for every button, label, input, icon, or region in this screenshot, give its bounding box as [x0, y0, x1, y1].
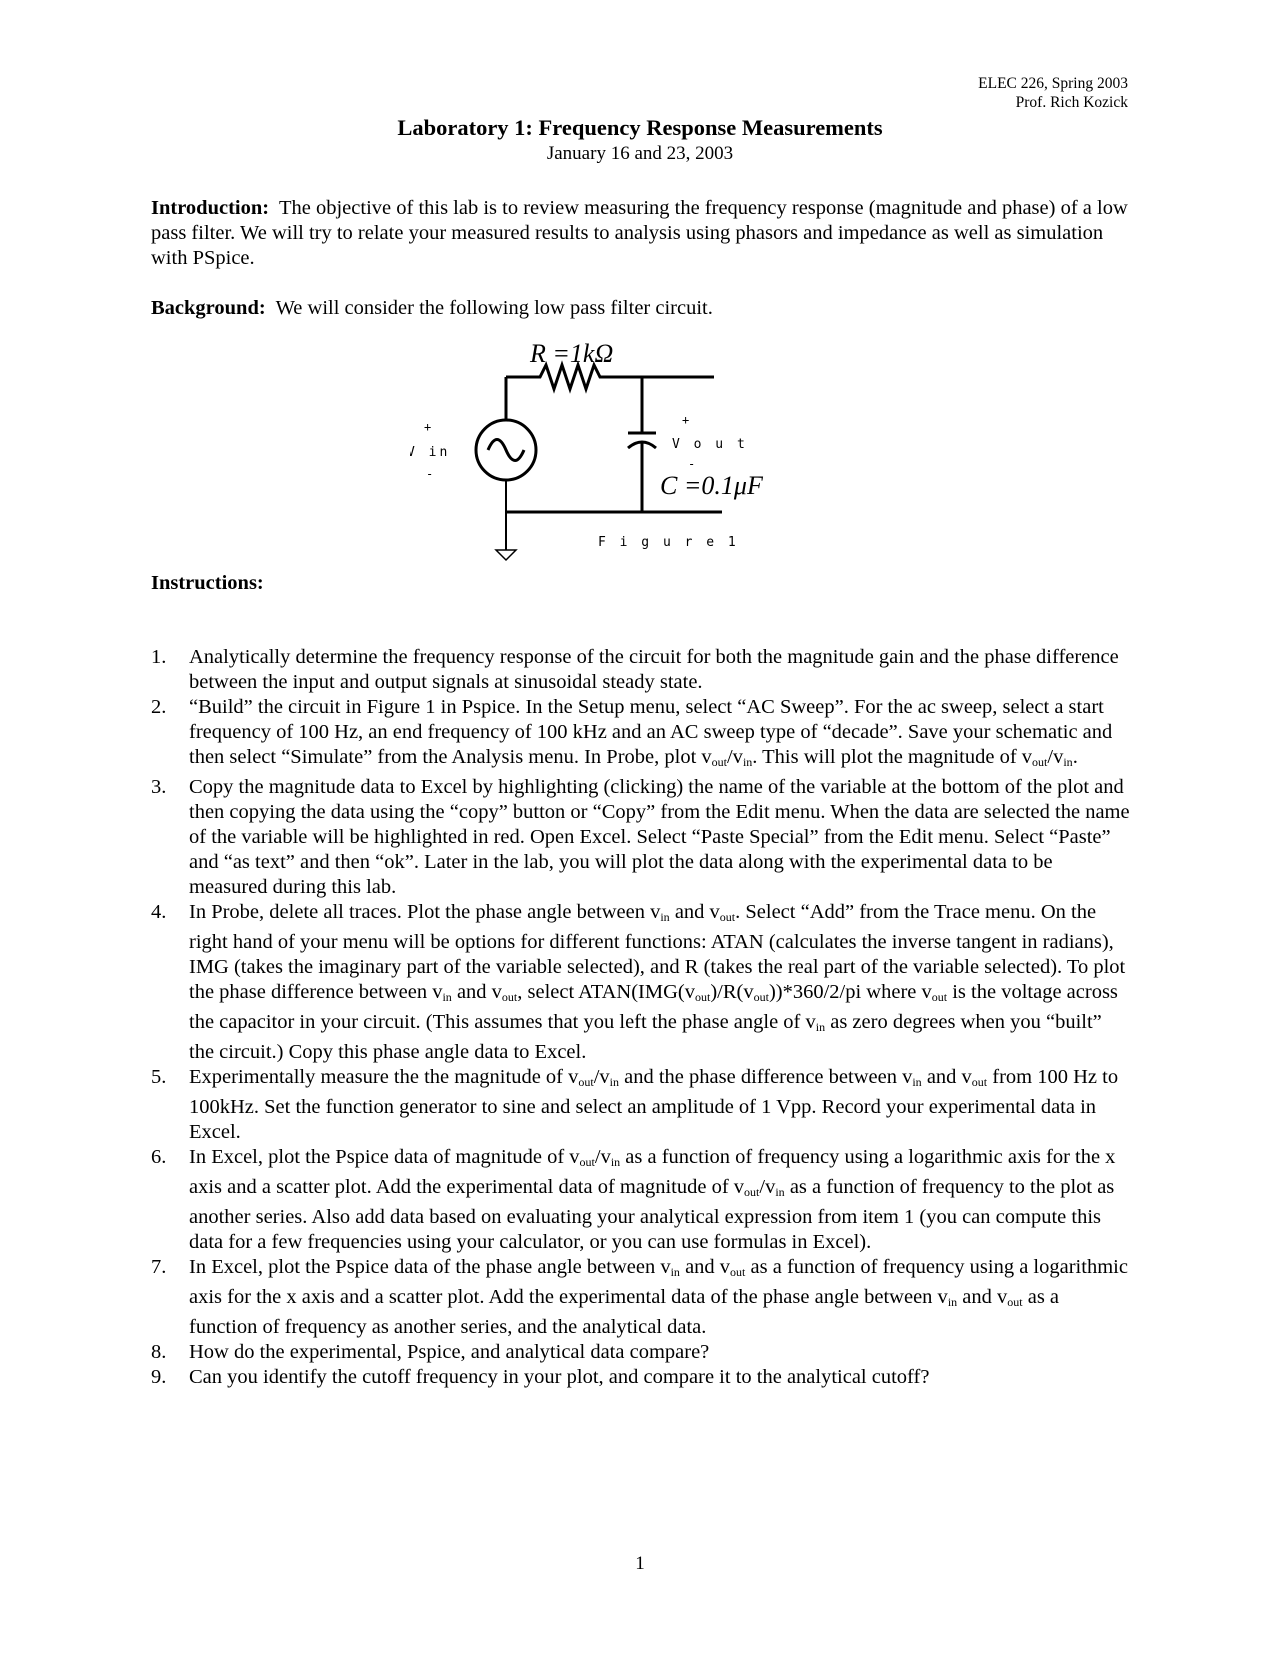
- list-item-text: “Build” the circuit in Figure 1 in Pspice. In the Setup menu, select “AC Sweep”. For the ac sweep, select a start frequency of 100 Hz, an end frequency of 100 kHz and an AC sweep type of “decade”. Save your schematic and then select “Simulate” from the Analysis menu. In Probe, plot v: [189, 696, 1113, 768]
- list-item-number: 2.: [151, 696, 167, 718]
- list-item-text: as zero degrees when you “built” the circuit.) Copy this phase angle data to Excel.: [189, 1011, 1102, 1063]
- subscript-text: out: [719, 910, 736, 924]
- subscript-text: out: [579, 1155, 595, 1169]
- vin-label: V in: [410, 445, 451, 460]
- list-item-text: and v: [669, 901, 720, 923]
- subscript-text: out: [753, 990, 769, 1004]
- list-item-text: In Probe, delete all traces. Plot the phase angle between v: [189, 901, 661, 923]
- list-item-text: /v: [1047, 746, 1064, 768]
- subscript-text: in: [947, 1295, 958, 1309]
- list-item-text: How do the experimental, Pspice, and analytical data compare?: [189, 1341, 710, 1363]
- course-name: ELEC 226, Spring 2003: [978, 75, 1128, 92]
- list-item-text: /v: [726, 746, 743, 768]
- list-item-text: Experimentally measure the the magnitude of v: [189, 1066, 579, 1088]
- subscript-text: out: [971, 1075, 988, 1089]
- lab-date: January 16 and 23, 2003: [546, 143, 734, 164]
- list-item-text: and v: [679, 1256, 731, 1278]
- instructions-list: [151, 645, 1131, 1390]
- list-item-text: as a function of frequency using a logarithmic axis for the x axis and a scatter plot. Add the experimental data of the phase angle between v: [189, 1256, 1128, 1308]
- list-item-text: , select ATAN(IMG(v: [517, 981, 695, 1003]
- instructor-name: Prof. Rich Kozick: [1015, 94, 1128, 111]
- subscript-text: in: [442, 990, 452, 1004]
- list-item-number: 8.: [151, 1341, 167, 1363]
- list-item-text: as a function of frequency as another series, and the analytical data.: [189, 1286, 1060, 1338]
- list-item-text: In Excel, plot the Pspice data of magnitude of v: [189, 1146, 580, 1168]
- subscript-text: in: [912, 1075, 922, 1089]
- subscript-text: in: [742, 755, 753, 769]
- introduction-label: Introduction:: [151, 197, 270, 219]
- list-item-text: .: [1072, 746, 1078, 768]
- list-item-text: and the phase difference between v: [619, 1066, 913, 1088]
- subscript-text: out: [744, 1185, 760, 1199]
- instructions-heading: Instructions:: [151, 572, 264, 594]
- list-item-text: as a function of frequency to the plot as another series. Also add data based on evaluating your analytical expression from item 1 (you can compute this data for a few frequencies using your calculator, or you can use formulas in Excel).: [189, 1176, 1115, 1253]
- vout-plus: +: [682, 413, 690, 427]
- vin-minus: -: [426, 467, 434, 481]
- list-item-text: Analytically determine the frequency response of the circuit for both the magnitude gain and the phase difference between the input and output signals at sinusoidal steady state.: [189, 646, 1119, 693]
- subscript-text: in: [670, 1265, 680, 1279]
- subscript-text: out: [501, 990, 518, 1004]
- resistor-label: R =1kΩ: [530, 340, 614, 368]
- introduction-text: The objective of this lab is to review measuring the frequency response (magnitude and phase) of a low pass filter. We will try to relate your measured results to analysis using phasors and impedance as well as simulation with PSpice.: [151, 197, 1128, 269]
- list-item-text: In Excel, plot the Pspice data of the phase angle between v: [189, 1256, 671, 1278]
- vout-minus: -: [688, 457, 696, 471]
- list-item-number: 5.: [151, 1066, 167, 1088]
- subscript-text: in: [609, 1075, 620, 1089]
- low-pass-filter-schematic: [410, 340, 830, 600]
- figure-caption: F i g u r e 1: [598, 535, 739, 550]
- page-number: 1: [635, 1553, 645, 1574]
- list-item-text: . This will plot the magnitude of v: [752, 746, 1033, 768]
- subscript-text: in: [815, 1020, 826, 1034]
- resistor-symbol: [506, 365, 714, 389]
- list-item: [151, 1255, 1131, 1340]
- list-item-text: and v: [451, 981, 502, 1003]
- list-item-number: 3.: [151, 776, 167, 798]
- subscript-text: out: [1032, 755, 1048, 769]
- background-label: Background:: [151, 297, 266, 319]
- list-item-number: 4.: [151, 901, 167, 923]
- list-item-number: 7.: [151, 1256, 167, 1278]
- list-item: [151, 1365, 1131, 1390]
- introduction-paragraph: [151, 196, 1131, 271]
- list-item: [151, 1065, 1131, 1145]
- list-item-text: . Select “Add” from the Trace menu. On the right hand of your menu will be options for different functions: ATAN (calculates the inverse tangent in radians), IMG (takes the imaginary part of the variable selected), and R (takes the real part of the variable selected). To plot the phase difference between v: [189, 901, 1126, 1003]
- list-item-text: as a function of frequency using a logarithmic axis for the x axis and a scatter plot. Add the experimental data of magnitude of v: [189, 1146, 1116, 1198]
- ground-icon: [496, 550, 516, 560]
- list-item: [151, 775, 1131, 900]
- list-item-text: Copy the magnitude data to Excel by highlighting (clicking) the name of the variable at the bottom of the plot and then copying the data using the “copy” button or “Copy” from the Edit menu. When the data are selected the name of the variable will be highlighted in red. Open Excel. Select “Paste Special” from the Edit menu. Select “Paste” and “as text” and then “ok”. Later in the lab, you will plot the data along with the experimental data to be measured during this lab.: [189, 776, 1130, 898]
- circuit-figure: [410, 340, 830, 600]
- vout-label: V o u t: [672, 437, 748, 452]
- background-text: We will consider the following low pass filter circuit.: [275, 297, 713, 319]
- subscript-text: out: [730, 1265, 746, 1279]
- list-item-text: ))*360/2/pi where v: [768, 981, 932, 1003]
- list-item-text: from 100 Hz to 100kHz. Set the function generator to sine and select an amplitude of 1 Vpp. Record your experimental data in Excel.: [189, 1066, 1119, 1143]
- list-item-number: 1.: [151, 646, 167, 668]
- list-item-text: /v: [594, 1146, 611, 1168]
- subscript-text: out: [711, 755, 727, 769]
- list-item-text: and v: [957, 1286, 1008, 1308]
- list-item-text: )/R(v: [710, 981, 754, 1003]
- list-item: [151, 695, 1131, 775]
- subscript-text: in: [610, 1155, 621, 1169]
- background-paragraph: [151, 296, 1131, 321]
- list-item-text: is the voltage across the capacitor in your circuit. (This assumes that you left the phase angle of v: [189, 981, 1118, 1033]
- subscript-text: in: [775, 1185, 785, 1199]
- list-item: [151, 645, 1131, 695]
- vin-plus: +: [424, 420, 432, 434]
- list-item-text: /v: [593, 1066, 610, 1088]
- course-header: [978, 74, 1128, 112]
- subscript-text: in: [1063, 755, 1073, 769]
- subscript-text: in: [660, 910, 670, 924]
- subscript-text: out: [578, 1075, 594, 1089]
- list-item-text: /v: [759, 1176, 776, 1198]
- list-item: [151, 900, 1131, 1065]
- list-item-text: Can you identify the cutoff frequency in your plot, and compare it to the analytical cutoff?: [189, 1366, 930, 1388]
- capacitor-label: C =0.1μF: [660, 471, 763, 500]
- sine-wave-icon: [488, 440, 524, 461]
- list-item: [151, 1145, 1131, 1255]
- subscript-text: out: [1007, 1295, 1023, 1309]
- subscript-text: out: [931, 990, 948, 1004]
- lab-title: Laboratory 1: Frequency Response Measurements: [397, 115, 883, 140]
- list-item-number: 6.: [151, 1146, 167, 1168]
- list-item-number: 9.: [151, 1366, 167, 1388]
- list-item: [151, 1340, 1131, 1365]
- list-item-text: and v: [921, 1066, 972, 1088]
- subscript-text: out: [694, 990, 711, 1004]
